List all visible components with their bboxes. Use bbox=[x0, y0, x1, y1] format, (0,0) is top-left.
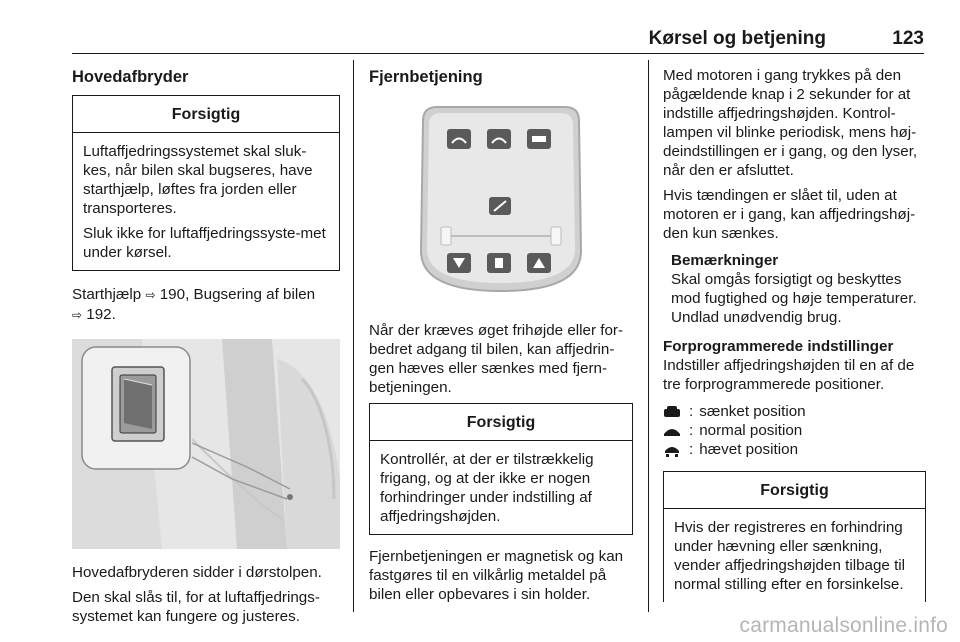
caution-text: Sluk ikke for luftaffjedringssyste-met under kørsel. bbox=[83, 225, 326, 261]
body-text: Fjernbetjeningen er magnetisk og kan fastgøres til en vilkårlig metaldel på bilen eller opbevares i sin holder. bbox=[369, 548, 624, 603]
column-main-switch bbox=[72, 60, 340, 632]
car-lowered-icon bbox=[663, 405, 681, 419]
main-switch-photo bbox=[72, 339, 340, 549]
caution-title: Forsigtig bbox=[370, 404, 632, 441]
caution-text: Kontrollér, at der er tilstrækkelig frigang, og at der ikke er nogen forhindringer under indstilling af affjedringshøjden. bbox=[380, 451, 594, 525]
chapter-title: Kørsel og betjening bbox=[648, 28, 826, 49]
legend-row: : normal position bbox=[663, 421, 926, 440]
legend-text: sænket position bbox=[699, 403, 806, 420]
cross-reference bbox=[72, 285, 340, 325]
legend-text: normal position bbox=[699, 422, 803, 439]
body-text: Når der kræves øget frihøjde eller for-bedret adgang til bilen, kan affjedrin-gen hæves eller sænkes med fjern-betjeningen. bbox=[369, 322, 624, 396]
caution-body bbox=[370, 441, 632, 534]
section-heading-main-switch: Hovedafbryder bbox=[72, 68, 189, 86]
remote-control-figure bbox=[369, 95, 633, 303]
note-block bbox=[663, 251, 926, 327]
caution-body bbox=[73, 133, 339, 270]
caution-title: Forsigtig bbox=[73, 96, 339, 133]
down-arrow-icon bbox=[447, 253, 471, 273]
legend-row: : hævet position bbox=[663, 440, 926, 459]
legend-row: : sænket position bbox=[663, 402, 926, 421]
caution-box bbox=[663, 471, 926, 602]
body-text: Hovedafbryderen sidder i dørstolpen. bbox=[72, 564, 322, 581]
car-normal-icon bbox=[663, 424, 681, 438]
body-text: Med motoren i gang trykkes på den pågældende knap i 2 sekunder for at indstille affjedringshøjden. Kontrol-lampen vil blinke periodisk, mens høj-deindstillingen er i gang, og den lyser, når den er afsluttet. bbox=[663, 67, 918, 179]
set-height-icon bbox=[489, 197, 511, 215]
note-title: Bemærkninger bbox=[671, 252, 779, 269]
normal-preset-icon bbox=[487, 129, 511, 149]
column-divider-1 bbox=[353, 60, 354, 612]
car-raised-icon bbox=[663, 443, 681, 457]
page-header bbox=[72, 26, 924, 54]
caution-title: Forsigtig bbox=[664, 472, 925, 509]
legend-text: hævet position bbox=[699, 441, 799, 458]
lower-preset-icon bbox=[447, 129, 471, 149]
section-heading-remote: Fjernbetjening bbox=[369, 68, 483, 86]
body-text: Den skal slås til, for at luftaffjedrings-systemet kan fungere og justeres. bbox=[72, 589, 320, 625]
door-pillar-illustration bbox=[72, 339, 340, 549]
site-watermark: carmanualsonline.info bbox=[739, 614, 948, 637]
caution-text: Hvis der registreres en forhindring under hævning eller sænkning, vender affjedringshøjden tilbage til normal stilling efter en forsinkelse. bbox=[674, 519, 906, 593]
subheading-presets: Forprogrammerede indstillinger bbox=[663, 338, 894, 355]
up-arrow-icon bbox=[527, 253, 551, 273]
caution-body bbox=[664, 509, 925, 602]
column-operation bbox=[663, 66, 926, 614]
note-text: Skal omgås forsigtigt og beskyttes mod fugtighed og høje temperaturer. Undlad unødvendig brug. bbox=[671, 271, 917, 326]
page-number: 123 bbox=[892, 28, 924, 49]
caution-box bbox=[72, 95, 340, 271]
body-text: Hvis tændingen er slået til, uden at motoren er i gang, kan affjedringshøj-den kun sænkes. bbox=[663, 187, 916, 242]
column-remote-control bbox=[369, 60, 633, 610]
body-text: Indstiller affjedringshøjden til en af de tre forprogrammerede positioner. bbox=[663, 357, 915, 393]
page-arrow-icon: ⇨ bbox=[72, 308, 83, 322]
column-divider-2 bbox=[648, 60, 649, 612]
reference-link[interactable]: 190, Bugsering af bilen bbox=[155, 286, 316, 303]
stop-icon bbox=[487, 253, 511, 273]
caution-text: Luftaffjedringssystemet skal sluk-kes, når bilen skal bugseres, have starthjælp, løftes fra jorden eller transporteres. bbox=[83, 143, 313, 217]
reference-text: Starthjælp bbox=[72, 286, 146, 303]
raise-preset-icon bbox=[527, 129, 551, 149]
caution-box bbox=[369, 403, 633, 535]
reference-link[interactable]: 192. bbox=[82, 306, 116, 323]
remote-control-illustration bbox=[401, 101, 601, 297]
page-arrow-icon: ⇨ bbox=[145, 288, 156, 302]
